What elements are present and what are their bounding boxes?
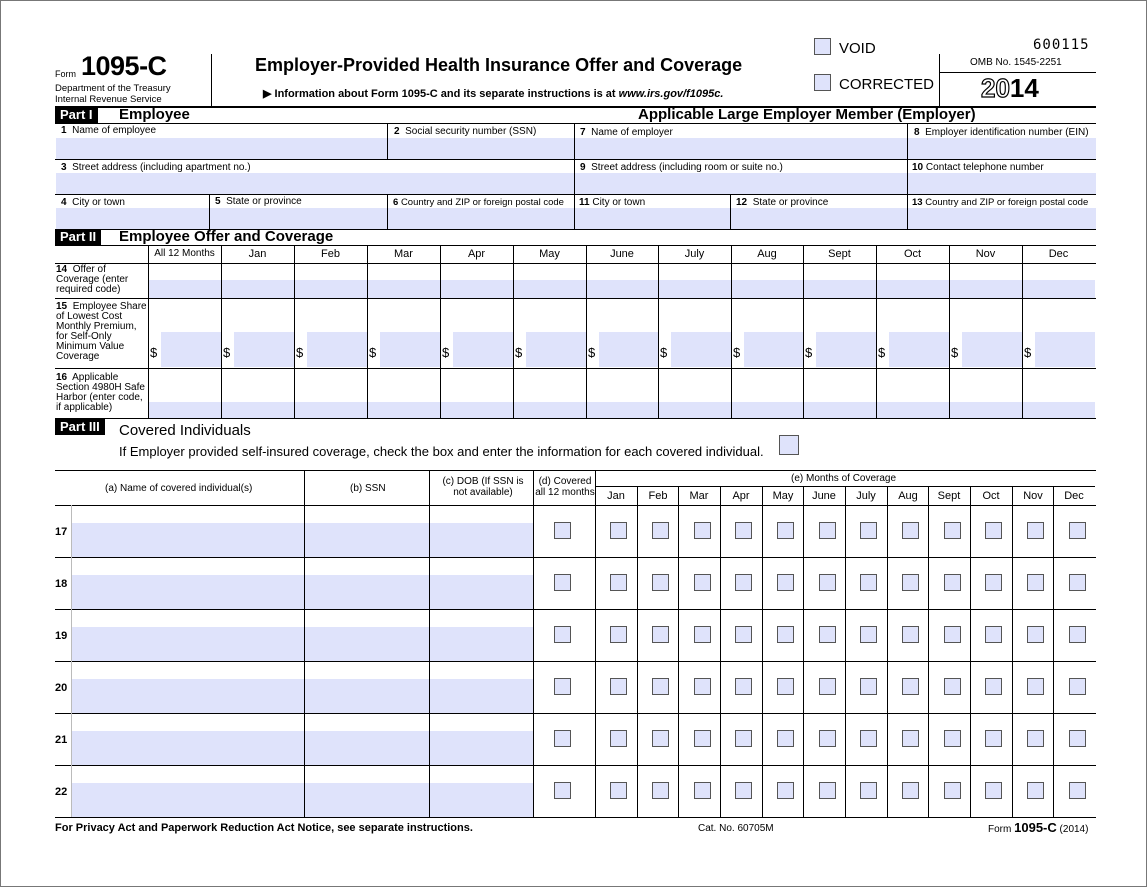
info-text: ▶ Information about Form 1095-C and its separate instructions is at: [263, 88, 616, 100]
employee-street-input[interactable]: [56, 173, 573, 194]
rule-line: [55, 557, 1096, 558]
irs-url-link[interactable]: www.irs.gov/f1095c.: [618, 88, 724, 100]
rule-line: [928, 486, 929, 817]
void-checkbox[interactable]: [814, 38, 831, 55]
coverage-feb-checkbox[interactable]: [652, 626, 669, 643]
rule-line: [803, 245, 804, 418]
employer-name-input[interactable]: [575, 138, 906, 159]
catalog-number: Cat. No. 60705M: [698, 823, 774, 834]
coverage-oct-checkbox[interactable]: [985, 522, 1002, 539]
form-number: 1095-C: [81, 51, 167, 81]
coverage-jan-checkbox[interactable]: [610, 730, 627, 747]
field-4-label: 4 City or town: [61, 197, 125, 208]
row-22-number: 22: [55, 786, 68, 798]
coverage-mar-checkbox[interactable]: [694, 574, 711, 591]
month-header-0: All 12 Months: [154, 248, 215, 259]
coverage-month-header-sept: Sept: [937, 490, 961, 502]
coverage-nov-checkbox[interactable]: [1027, 574, 1044, 591]
coverage-may-checkbox[interactable]: [777, 678, 794, 695]
rule-line: [731, 245, 732, 418]
coverage-sept-checkbox[interactable]: [944, 678, 961, 695]
dept-treasury: Department of the Treasury: [55, 83, 171, 94]
safe-harbor-code-jan-input[interactable]: [222, 402, 294, 418]
offer-code-mar-input[interactable]: [368, 280, 440, 298]
offer-code-sept-input[interactable]: [804, 280, 876, 298]
month-header-7: July: [684, 248, 705, 260]
covered-name-input[interactable]: [71, 679, 304, 713]
self-insured-checkbox[interactable]: [779, 435, 799, 455]
rule-line: [55, 713, 1096, 714]
coverage-jan-checkbox[interactable]: [610, 574, 627, 591]
coverage-oct-checkbox[interactable]: [985, 730, 1002, 747]
coverage-jan-checkbox[interactable]: [610, 782, 627, 799]
field-2-label: 2 Social security number (SSN): [394, 126, 537, 137]
coverage-apr-checkbox[interactable]: [735, 626, 752, 643]
coverage-june-checkbox[interactable]: [819, 574, 836, 591]
coverage-may-checkbox[interactable]: [777, 522, 794, 539]
coverage-aug-checkbox[interactable]: [902, 782, 919, 799]
coverage-apr-checkbox[interactable]: [735, 574, 752, 591]
coverage-aug-checkbox[interactable]: [902, 730, 919, 747]
coverage-month-header-dec: Dec: [1064, 490, 1084, 502]
dollar-sign: $: [369, 345, 377, 360]
employee-city-input[interactable]: [56, 208, 208, 229]
covered-all-12-months-checkbox[interactable]: [554, 782, 571, 799]
dollar-sign: $: [588, 345, 596, 360]
dollar-sign: $: [660, 345, 668, 360]
coverage-may-checkbox[interactable]: [777, 626, 794, 643]
coverage-apr-checkbox[interactable]: [735, 522, 752, 539]
safe-harbor-code-mar-input[interactable]: [368, 402, 440, 418]
coverage-dec-checkbox[interactable]: [1069, 574, 1086, 591]
employee-name-input[interactable]: [56, 138, 386, 159]
employee-share-june-input[interactable]: [599, 332, 658, 367]
coverage-feb-checkbox[interactable]: [652, 782, 669, 799]
employee-ssn-input[interactable]: [388, 138, 573, 159]
line15-label: 15 Employee Share of Lowest Cost Monthly Premium, for Self-Only Minimum Value Coverage: [56, 301, 147, 362]
dollar-sign: $: [296, 345, 304, 360]
irs-label: Internal Revenue Service: [55, 94, 162, 105]
dollar-sign: $: [150, 345, 158, 360]
employee-share-jan-input[interactable]: [234, 332, 294, 367]
employer-city-input[interactable]: [575, 208, 729, 229]
col-d-header: (d) Covered all 12 months: [535, 476, 595, 498]
employer-street-input[interactable]: [575, 173, 906, 194]
offer-code-oct-input[interactable]: [877, 280, 949, 298]
row-20-number: 20: [55, 682, 68, 694]
coverage-sept-checkbox[interactable]: [944, 626, 961, 643]
dollar-sign: $: [951, 345, 959, 360]
tax-year-outline: 20: [981, 73, 1010, 103]
coverage-july-checkbox[interactable]: [860, 730, 877, 747]
rule-line: [71, 765, 72, 817]
part1-badge: Part I: [55, 107, 98, 123]
offer-code-jan-input[interactable]: [222, 280, 294, 298]
rule-line: [148, 245, 149, 418]
coverage-june-checkbox[interactable]: [819, 626, 836, 643]
rule-line: [71, 609, 72, 661]
covered-ssn-input[interactable]: [305, 731, 429, 765]
coverage-sept-checkbox[interactable]: [944, 730, 961, 747]
field-11-label: 11 City or town: [579, 197, 646, 208]
rule-line: [294, 245, 295, 418]
covered-name-input[interactable]: [71, 783, 304, 817]
omb-number: OMB No. 1545-2251: [970, 57, 1062, 68]
coverage-apr-checkbox[interactable]: [735, 730, 752, 747]
safe-harbor-code-dec-input[interactable]: [1023, 402, 1095, 418]
covered-dob-input[interactable]: [430, 731, 533, 765]
employee-share-july-input[interactable]: [671, 332, 731, 367]
covered-ssn-input[interactable]: [305, 523, 429, 557]
field-10-label: 10 Contact telephone number: [912, 162, 1044, 173]
coverage-sept-checkbox[interactable]: [944, 574, 961, 591]
part3-badge: Part III: [55, 419, 105, 435]
rule-line: [71, 505, 72, 557]
part2-title: Employee Offer and Coverage: [119, 228, 334, 245]
safe-harbor-code-apr-input[interactable]: [441, 402, 513, 418]
rule-line: [55, 418, 1096, 419]
row-18-number: 18: [55, 578, 68, 590]
field-1-label: 1 Name of employee: [61, 125, 157, 136]
field-13-label: 13 Country and ZIP or foreign postal code: [912, 197, 1089, 208]
dollar-sign: $: [733, 345, 741, 360]
rule-line: [367, 245, 368, 418]
line14-label: 14 Offer of Coverage (enter required code): [56, 264, 129, 295]
coverage-oct-checkbox[interactable]: [985, 782, 1002, 799]
covered-all-12-months-checkbox[interactable]: [554, 574, 571, 591]
coverage-apr-checkbox[interactable]: [735, 782, 752, 799]
coverage-nov-checkbox[interactable]: [1027, 626, 1044, 643]
col-b-header: (b) SSN: [350, 483, 386, 494]
offer-code-nov-input[interactable]: [950, 280, 1022, 298]
employee-share-may-input[interactable]: [526, 332, 586, 367]
coverage-mar-checkbox[interactable]: [694, 730, 711, 747]
coverage-feb-checkbox[interactable]: [652, 730, 669, 747]
field-6-label: 6 Country and ZIP or foreign postal code: [393, 197, 564, 208]
part1-title: Employee: [119, 106, 190, 123]
covered-name-input[interactable]: [71, 575, 304, 609]
offer-code-all-12-months-input[interactable]: [149, 280, 221, 298]
coverage-month-header-jan: Jan: [607, 490, 625, 502]
employee-share-oct-input[interactable]: [889, 332, 949, 367]
line16-label: 16 Applicable Section 4980H Safe Harbor (enter code, if applicable): [56, 372, 145, 413]
coverage-feb-checkbox[interactable]: [652, 574, 669, 591]
rule-line: [55, 817, 1096, 818]
col-a-header: (a) Name of covered individual(s): [105, 483, 253, 494]
coverage-aug-checkbox[interactable]: [902, 626, 919, 643]
coverage-oct-checkbox[interactable]: [985, 626, 1002, 643]
safe-harbor-code-aug-input[interactable]: [732, 402, 803, 418]
coverage-sept-checkbox[interactable]: [944, 782, 961, 799]
employer-zip-input[interactable]: [908, 208, 1095, 229]
covered-all-12-months-checkbox[interactable]: [554, 522, 571, 539]
corrected-label: CORRECTED: [839, 76, 935, 93]
coverage-mar-checkbox[interactable]: [694, 782, 711, 799]
rule-line: [71, 713, 72, 765]
coverage-aug-checkbox[interactable]: [902, 678, 919, 695]
field-3-label: 3 Street address (including apartment no.): [61, 162, 251, 173]
rule-line: [55, 609, 1096, 610]
coverage-mar-checkbox[interactable]: [694, 678, 711, 695]
void-label: VOID: [839, 40, 876, 57]
tax-year-solid: 14: [1009, 73, 1039, 103]
coverage-jan-checkbox[interactable]: [610, 626, 627, 643]
part3-title: Covered Individuals: [119, 422, 251, 439]
month-header-9: Sept: [828, 248, 851, 260]
coverage-dec-checkbox[interactable]: [1069, 626, 1086, 643]
rule-line: [637, 486, 638, 817]
covered-dob-input[interactable]: [430, 783, 533, 817]
coverage-jan-checkbox[interactable]: [610, 678, 627, 695]
form-code: 600115: [1033, 37, 1090, 53]
rule-line: [970, 486, 971, 817]
coverage-month-header-aug: Aug: [898, 490, 918, 502]
row-19-number: 19: [55, 630, 68, 642]
coverage-jan-checkbox[interactable]: [610, 522, 627, 539]
rule-line: [55, 505, 1096, 506]
dollar-sign: $: [515, 345, 523, 360]
field-7-label: 7 Name of employer: [580, 127, 673, 138]
coverage-may-checkbox[interactable]: [777, 730, 794, 747]
safe-harbor-code-sept-input[interactable]: [804, 402, 876, 418]
rule-line: [887, 486, 888, 817]
safe-harbor-code-feb-input[interactable]: [295, 402, 367, 418]
rule-line: [55, 765, 1096, 766]
coverage-dec-checkbox[interactable]: [1069, 678, 1086, 695]
rule-line: [71, 557, 72, 609]
coverage-feb-checkbox[interactable]: [652, 678, 669, 695]
coverage-june-checkbox[interactable]: [819, 678, 836, 695]
coverage-nov-checkbox[interactable]: [1027, 678, 1044, 695]
coverage-month-header-may: May: [772, 490, 794, 502]
coverage-month-header-mar: Mar: [689, 490, 709, 502]
coverage-oct-checkbox[interactable]: [985, 574, 1002, 591]
month-header-1: Jan: [248, 248, 267, 260]
rule-line: [803, 486, 804, 817]
rule-line: [1022, 245, 1023, 418]
employee-share-apr-input[interactable]: [453, 332, 513, 367]
rule-line: [845, 486, 846, 817]
covered-name-input[interactable]: [71, 731, 304, 765]
rule-line: [658, 245, 659, 418]
covered-ssn-input[interactable]: [305, 575, 429, 609]
covered-all-12-months-checkbox[interactable]: [554, 626, 571, 643]
offer-code-feb-input[interactable]: [295, 280, 367, 298]
covered-name-input[interactable]: [71, 627, 304, 661]
covered-ssn-input[interactable]: [305, 679, 429, 713]
tax-year: [981, 73, 1039, 103]
rule-line: [71, 661, 72, 713]
covered-dob-input[interactable]: [430, 627, 533, 661]
month-header-12: Dec: [1048, 248, 1069, 260]
offer-code-apr-input[interactable]: [441, 280, 513, 298]
form-title: Employer-Provided Health Insurance Offer and Coverage: [255, 55, 743, 75]
safe-harbor-code-all-12-months-input[interactable]: [149, 402, 221, 418]
covered-ssn-input[interactable]: [305, 627, 429, 661]
rule-line: [55, 470, 1096, 471]
offer-code-dec-input[interactable]: [1023, 280, 1095, 298]
rule-line: [55, 263, 1096, 264]
coverage-may-checkbox[interactable]: [777, 782, 794, 799]
info-line: [263, 87, 723, 100]
safe-harbor-code-july-input[interactable]: [659, 402, 731, 418]
coverage-dec-checkbox[interactable]: [1069, 730, 1086, 747]
coverage-apr-checkbox[interactable]: [735, 678, 752, 695]
rule-line: [55, 368, 1096, 369]
covered-dob-input[interactable]: [430, 679, 533, 713]
coverage-july-checkbox[interactable]: [860, 782, 877, 799]
dollar-sign: $: [1024, 345, 1032, 360]
corrected-checkbox[interactable]: [814, 74, 831, 91]
coverage-july-checkbox[interactable]: [860, 678, 877, 695]
rule-line: [1053, 486, 1054, 817]
coverage-month-header-oct: Oct: [982, 490, 1000, 502]
coverage-dec-checkbox[interactable]: [1069, 782, 1086, 799]
dollar-sign: $: [223, 345, 231, 360]
coverage-may-checkbox[interactable]: [777, 574, 794, 591]
dollar-sign: $: [442, 345, 450, 360]
covered-name-input[interactable]: [71, 523, 304, 557]
month-header-5: May: [539, 248, 560, 260]
covered-dob-input[interactable]: [430, 575, 533, 609]
month-header-8: Aug: [757, 248, 777, 260]
coverage-nov-checkbox[interactable]: [1027, 782, 1044, 799]
col-e-header: (e) Months of Coverage: [791, 473, 897, 484]
employee-share-mar-input[interactable]: [380, 332, 440, 367]
employee-share-aug-input[interactable]: [744, 332, 803, 367]
field-8-label: 8 Employer identification number (EIN): [914, 127, 1089, 138]
employer-section-title: Applicable Large Employer Member (Employer): [638, 106, 976, 123]
safe-harbor-code-may-input[interactable]: [514, 402, 586, 418]
coverage-june-checkbox[interactable]: [819, 522, 836, 539]
self-insured-instruction: If Employer provided self-insured coverage, check the box and enter the information for each covered individual.: [119, 444, 764, 459]
coverage-month-header-june: June: [812, 490, 836, 502]
covered-all-12-months-checkbox[interactable]: [554, 730, 571, 747]
coverage-month-header-feb: Feb: [648, 490, 668, 502]
employee-share-dec-input[interactable]: [1035, 332, 1095, 367]
covered-dob-input[interactable]: [430, 523, 533, 557]
field-5-label: 5 State or province: [215, 196, 302, 207]
coverage-mar-checkbox[interactable]: [694, 626, 711, 643]
employee-share-sept-input[interactable]: [816, 332, 876, 367]
employee-share-feb-input[interactable]: [307, 332, 367, 367]
safe-harbor-code-oct-input[interactable]: [877, 402, 949, 418]
dollar-sign: $: [805, 345, 813, 360]
coverage-nov-checkbox[interactable]: [1027, 522, 1044, 539]
coverage-dec-checkbox[interactable]: [1069, 522, 1086, 539]
rule-line: [678, 486, 679, 817]
rule-line: [586, 245, 587, 418]
dollar-sign: $: [878, 345, 886, 360]
privacy-notice: For Privacy Act and Paperwork Reduction Act Notice, see separate instructions.: [55, 822, 473, 834]
footer-form-id: Form 1095-C (2014): [988, 820, 1089, 835]
coverage-mar-checkbox[interactable]: [694, 522, 711, 539]
employee-state-input[interactable]: [210, 208, 386, 229]
coverage-nov-checkbox[interactable]: [1027, 730, 1044, 747]
field-9-label: 9 Street address (including room or suite no.): [580, 162, 783, 173]
month-header-6: June: [610, 248, 634, 260]
rule-line: [55, 661, 1096, 662]
rule-line: [513, 245, 514, 418]
row-21-number: 21: [55, 734, 68, 746]
coverage-june-checkbox[interactable]: [819, 730, 836, 747]
coverage-feb-checkbox[interactable]: [652, 522, 669, 539]
employee-zip-input[interactable]: [388, 208, 573, 229]
employer-phone-input[interactable]: [908, 173, 1095, 194]
month-header-11: Nov: [975, 248, 996, 260]
month-header-3: Mar: [394, 248, 413, 260]
coverage-june-checkbox[interactable]: [819, 782, 836, 799]
covered-ssn-input[interactable]: [305, 783, 429, 817]
offer-code-may-input[interactable]: [514, 280, 586, 298]
coverage-month-header-apr: Apr: [732, 490, 750, 502]
safe-harbor-code-june-input[interactable]: [587, 402, 658, 418]
coverage-july-checkbox[interactable]: [860, 522, 877, 539]
coverage-aug-checkbox[interactable]: [902, 574, 919, 591]
employee-share-all-12-months-input[interactable]: [161, 332, 221, 367]
month-header-4: Apr: [467, 248, 486, 260]
field-12-label: 12 State or province: [736, 197, 829, 208]
offer-code-june-input[interactable]: [587, 280, 658, 298]
offer-code-aug-input[interactable]: [732, 280, 803, 298]
row-17-number: 17: [55, 526, 68, 538]
coverage-sept-checkbox[interactable]: [944, 522, 961, 539]
offer-code-july-input[interactable]: [659, 280, 731, 298]
coverage-aug-checkbox[interactable]: [902, 522, 919, 539]
rule-line: [55, 298, 1096, 299]
coverage-july-checkbox[interactable]: [860, 574, 877, 591]
rule-line: [440, 245, 441, 418]
employer-state-input[interactable]: [731, 208, 906, 229]
part2-badge: Part II: [55, 229, 101, 245]
coverage-month-header-nov: Nov: [1023, 490, 1043, 502]
rule-line: [949, 245, 950, 418]
coverage-july-checkbox[interactable]: [860, 626, 877, 643]
form-word: Form: [55, 69, 76, 79]
coverage-oct-checkbox[interactable]: [985, 678, 1002, 695]
rule-line: [1012, 486, 1013, 817]
covered-all-12-months-checkbox[interactable]: [554, 678, 571, 695]
employer-ein-input[interactable]: [908, 138, 1095, 159]
rule-line: [876, 245, 877, 418]
col-c-header: (c) DOB (If SSN is not available): [442, 476, 524, 498]
month-header-10: Oct: [903, 248, 922, 260]
month-header-2: Feb: [321, 248, 340, 260]
rule-line: [221, 245, 222, 418]
employee-share-nov-input[interactable]: [962, 332, 1022, 367]
safe-harbor-code-nov-input[interactable]: [950, 402, 1022, 418]
coverage-month-header-july: July: [856, 490, 876, 502]
rule-line: [720, 486, 721, 817]
rule-line: [762, 486, 763, 817]
